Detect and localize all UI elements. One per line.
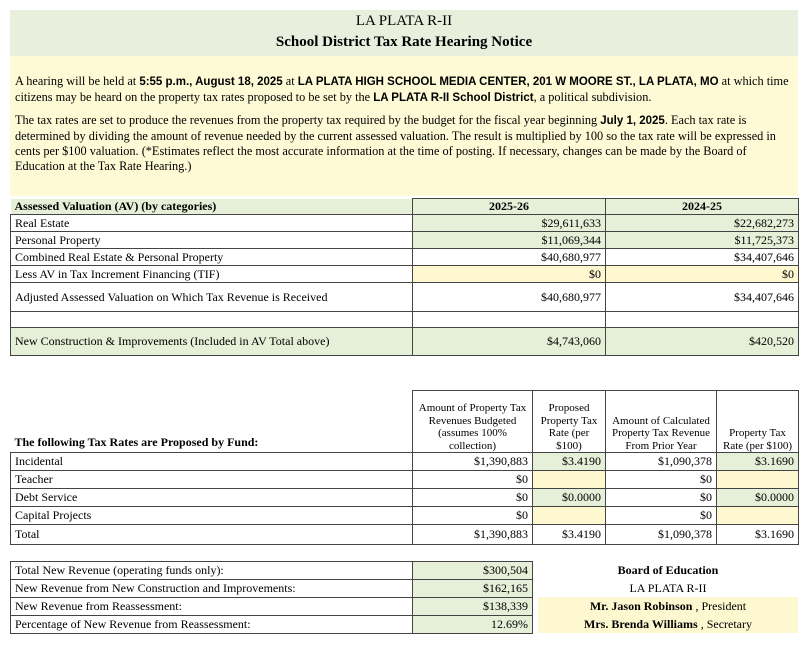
tax-rate-explanation <box>15 113 795 174</box>
av-col-prior: 2024-25 <box>606 199 799 215</box>
spacer-cell <box>413 312 606 328</box>
tax-rates-table <box>10 390 799 545</box>
president-role: , President <box>692 599 747 613</box>
fund-prior-revenue: $0 <box>606 489 717 507</box>
notice-header <box>10 10 798 56</box>
av-current-value: $29,611,633 <box>413 215 606 232</box>
board-title: Board of Education <box>617 563 719 577</box>
av-prior-value: $34,407,646 <box>606 249 799 266</box>
av-row-label: Adjusted Assessed Valuation on Which Tax Revenue is Received <box>11 283 413 312</box>
av-heading: Assessed Valuation (AV) (by categories) <box>11 199 413 215</box>
rates-col-prior-rate: Property Tax Rate (per $100) <box>717 391 799 453</box>
fund-prior-revenue: $1,090,378 <box>606 525 717 545</box>
fund-prior-revenue: $0 <box>606 471 717 489</box>
fund-prior-rate <box>717 471 799 489</box>
fund-prior-rate: $3.1690 <box>717 453 799 471</box>
fund-prior-rate: $3.1690 <box>717 525 799 545</box>
explanation-text: The tax rates are set to produce the revenues from the property tax required by the budget for the fiscal year beginning <box>15 113 601 127</box>
district-name: LA PLATA R-II School District <box>373 92 534 104</box>
board-block <box>538 561 798 633</box>
intro-text: , a political subdivision. <box>533 90 652 104</box>
new-construction-label: New Construction & Improvements (Included in AV Total above) <box>11 328 413 356</box>
av-current-value: $0 <box>413 266 606 283</box>
notice-subtitle: School District Tax Rate Hearing Notice <box>275 34 533 50</box>
fund-label: Debt Service <box>11 489 413 507</box>
av-col-current: 2025-26 <box>413 199 606 215</box>
summary-value: $162,165 <box>413 580 533 598</box>
district-title: LA PLATA R-II <box>355 13 453 29</box>
fund-label: Total <box>11 525 413 545</box>
fund-rate <box>533 507 606 525</box>
fund-rate: $3.4190 <box>533 525 606 545</box>
fund-revenue: $0 <box>413 507 533 525</box>
intro-text: A hearing will be held at <box>15 74 140 88</box>
summary-label: Total New Revenue (operating funds only): <box>11 562 413 580</box>
summary-label: New Revenue from New Construction and Improvements: <box>11 580 413 598</box>
av-current-value: $40,680,977 <box>413 283 606 312</box>
rates-col-prior-revenue: Amount of Calculated Property Tax Revenue From Prior Year <box>606 391 717 453</box>
fiscal-year-date: July 1, 2025 <box>600 115 665 127</box>
new-construction-prior: $420,520 <box>606 328 799 356</box>
rates-heading: The following Tax Rates are Proposed by Fund: <box>11 391 413 453</box>
hearing-time: 5:55 p.m., August 18, 2025 <box>139 76 283 88</box>
av-current-value: $11,069,344 <box>413 232 606 249</box>
rates-col-revenue: Amount of Property Tax Revenues Budgeted (assumes 100% collection) <box>413 391 533 453</box>
summary-label: New Revenue from Reassessment: <box>11 598 413 616</box>
summary-value: $300,504 <box>413 562 533 580</box>
av-prior-value: $0 <box>606 266 799 283</box>
av-prior-value: $34,407,646 <box>606 283 799 312</box>
board-district: LA PLATA R-II <box>629 581 707 595</box>
rates-col-rate: Proposed Property Tax Rate (per $100) <box>533 391 606 453</box>
fund-revenue: $1,390,883 <box>413 453 533 471</box>
av-row-label: Real Estate <box>11 215 413 232</box>
fund-rate: $0.0000 <box>533 489 606 507</box>
board-secretary <box>538 615 798 633</box>
new-construction-current: $4,743,060 <box>413 328 606 356</box>
fund-prior-rate <box>717 507 799 525</box>
spacer-cell <box>11 312 413 328</box>
assessed-valuation-table <box>10 198 799 356</box>
explanation-text: . Each tax rate is determined by dividing the amount of revenue needed by the current assessed valuation. The result is multiplied by 100 so the tax rate will be expressed in cents per $100 valuation. (*Estimates reflect the most accurate information at the time of posting. If necessary, changes can be made by the Board of Education at the Tax Rate Hearing.) <box>15 113 776 173</box>
av-prior-value: $11,725,373 <box>606 232 799 249</box>
av-row-label: Personal Property <box>11 232 413 249</box>
intro-text: at which time citizens may be heard on the property tax rates proposed to be set by the <box>15 74 789 104</box>
fund-revenue: $0 <box>413 489 533 507</box>
fund-revenue: $0 <box>413 471 533 489</box>
hearing-intro <box>10 56 798 196</box>
summary-value: 12.69% <box>413 616 533 634</box>
fund-rate: $3.4190 <box>533 453 606 471</box>
summary-label: Percentage of New Revenue from Reassessment: <box>11 616 413 634</box>
fund-prior-revenue: $0 <box>606 507 717 525</box>
spacer-cell <box>606 312 799 328</box>
intro-text: at <box>282 74 298 88</box>
av-row-label: Less AV in Tax Increment Financing (TIF) <box>11 266 413 283</box>
fund-revenue: $1,390,883 <box>413 525 533 545</box>
fund-prior-revenue: $1,090,378 <box>606 453 717 471</box>
new-revenue-summary <box>10 561 533 634</box>
board-president <box>538 597 798 615</box>
fund-label: Teacher <box>11 471 413 489</box>
hearing-paragraph <box>15 74 795 106</box>
av-current-value: $40,680,977 <box>413 249 606 266</box>
secretary-name: Mrs. Brenda Williams <box>584 617 698 631</box>
av-prior-value: $22,682,273 <box>606 215 799 232</box>
summary-value: $138,339 <box>413 598 533 616</box>
president-name: Mr. Jason Robinson <box>589 599 693 613</box>
av-row-label: Combined Real Estate & Personal Property <box>11 249 413 266</box>
fund-label: Capital Projects <box>11 507 413 525</box>
fund-label: Incidental <box>11 453 413 471</box>
fund-prior-rate: $0.0000 <box>717 489 799 507</box>
hearing-location: LA PLATA HIGH SCHOOL MEDIA CENTER, 201 W MOORE ST., LA PLATA, MO <box>297 76 719 88</box>
fund-rate <box>533 471 606 489</box>
secretary-role: , Secretary <box>697 617 752 631</box>
